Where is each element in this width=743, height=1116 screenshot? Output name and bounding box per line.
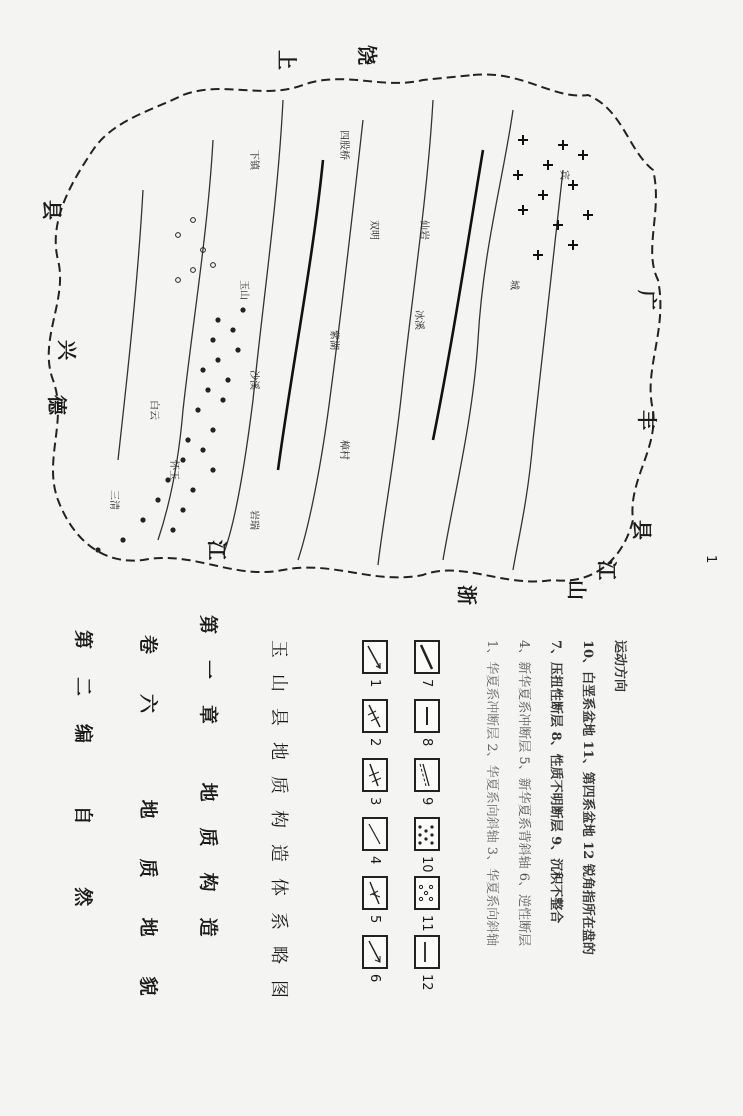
legend-symbol-bar (414, 935, 440, 969)
neighbor-label: 德 (45, 395, 69, 415)
legend-symbol-fault-arrow (362, 640, 388, 674)
legend-num: 8 (419, 738, 435, 747)
legend-text-4: 10、白垩系盆地 11、第四系盆地 12 锐角指所在盘的 (580, 640, 595, 955)
neighbor-label: 山 (565, 580, 589, 600)
neighbor-label: 江 (595, 560, 619, 580)
legend-num: 6 (367, 974, 383, 983)
map-drawing (33, 40, 683, 600)
place-label: 冰溪 (413, 310, 424, 330)
legend-item-9 (414, 758, 440, 811)
legend-symbol-short-lines (414, 699, 440, 733)
map-title: 玉山县地质构造体系略图 (268, 640, 289, 1014)
volume-heading: 卷六 地质地貌 (137, 635, 159, 1036)
legend-item-11 (414, 876, 440, 932)
place-label: 岩瑞 (248, 510, 259, 530)
legend-text-3: 7、压扭性断层 8、性质不明断层 9、沉积不整合 (548, 640, 563, 924)
place-label: 四股桥 (338, 130, 349, 160)
legend-item-3 (362, 758, 388, 811)
legend-item-1 (362, 640, 388, 693)
legend-num: 5 (367, 915, 383, 924)
place-label: 城 (508, 280, 519, 290)
legend-num: 11 (419, 915, 435, 932)
place-label: 宾 (558, 170, 569, 180)
place-label: 仙岩 (418, 220, 429, 240)
neighbor-label: 上 (275, 50, 299, 70)
part-heading: 第二编 自 然 (72, 630, 94, 935)
neighbor-label: 丰 (635, 410, 659, 430)
page-number: 1 (703, 555, 718, 564)
neighbor-label: 饶 (355, 45, 379, 65)
legend-symbol-cross-slant (362, 876, 388, 910)
legend-num: 2 (367, 738, 383, 747)
neighbor-label: 兴 (55, 340, 79, 360)
legend-symbol-dots (414, 817, 440, 851)
place-label: 紫湖 (328, 330, 339, 350)
neighbor-label: 县 (40, 200, 64, 220)
legend-symbol-tick-line (362, 758, 388, 792)
place-label: 怀玉 (168, 460, 179, 480)
legend-num: 1 (367, 679, 383, 688)
legend-num: 9 (419, 797, 435, 806)
legend-item-7 (414, 640, 440, 693)
neighbor-label: 广 (635, 290, 659, 310)
place-label: 樟村 (338, 440, 349, 460)
place-label: 白云 (148, 400, 159, 420)
place-label: 双明 (368, 220, 379, 240)
chapter-heading: 第一章 地质构造 (197, 615, 219, 963)
legend-symbol-plain-slant (362, 817, 388, 851)
legend-item-5 (362, 876, 388, 929)
legend-item-2 (362, 699, 388, 752)
legend-symbol-double-line (414, 758, 440, 792)
legend-num: 7 (419, 679, 435, 688)
neighbor-label: 县 (630, 520, 654, 540)
legend-num: 12 (419, 974, 435, 991)
legend-row-1 (362, 640, 388, 988)
legend-text-5: 运动方向 (612, 640, 627, 693)
neighbor-label: 浙 (455, 585, 479, 605)
place-label: 下镇 (248, 150, 259, 170)
legend-num: 10 (419, 856, 435, 873)
legend-num: 3 (367, 797, 383, 806)
legend-symbol-hatched-line (362, 699, 388, 733)
place-label: 三清 (108, 490, 119, 510)
legend-text-2: 4、新华夏系冲断层 5、新华夏系背斜轴 6、逆性断层 (516, 640, 531, 947)
place-label: 玉山 (238, 280, 249, 300)
legend-text-1: 1、华夏系冲断层 2、华夏系向斜轴 3、华夏系向斜轴 (484, 640, 499, 947)
legend-num: 4 (367, 856, 383, 865)
legend-symbol-arrow-slant (362, 935, 388, 969)
legend-item-12 (414, 935, 440, 991)
legend-row-2 (414, 640, 440, 991)
neighbor-label: 江 (205, 540, 229, 560)
legend-item-8 (414, 699, 440, 752)
legend-symbol-sparse-dots (414, 876, 440, 910)
geological-map (33, 40, 683, 605)
legend-item-4 (362, 817, 388, 870)
legend-symbol-bold-dash (414, 640, 440, 674)
legend-item-6 (362, 935, 388, 988)
legend-item-10 (414, 817, 440, 873)
place-label: 沙溪 (248, 370, 259, 390)
